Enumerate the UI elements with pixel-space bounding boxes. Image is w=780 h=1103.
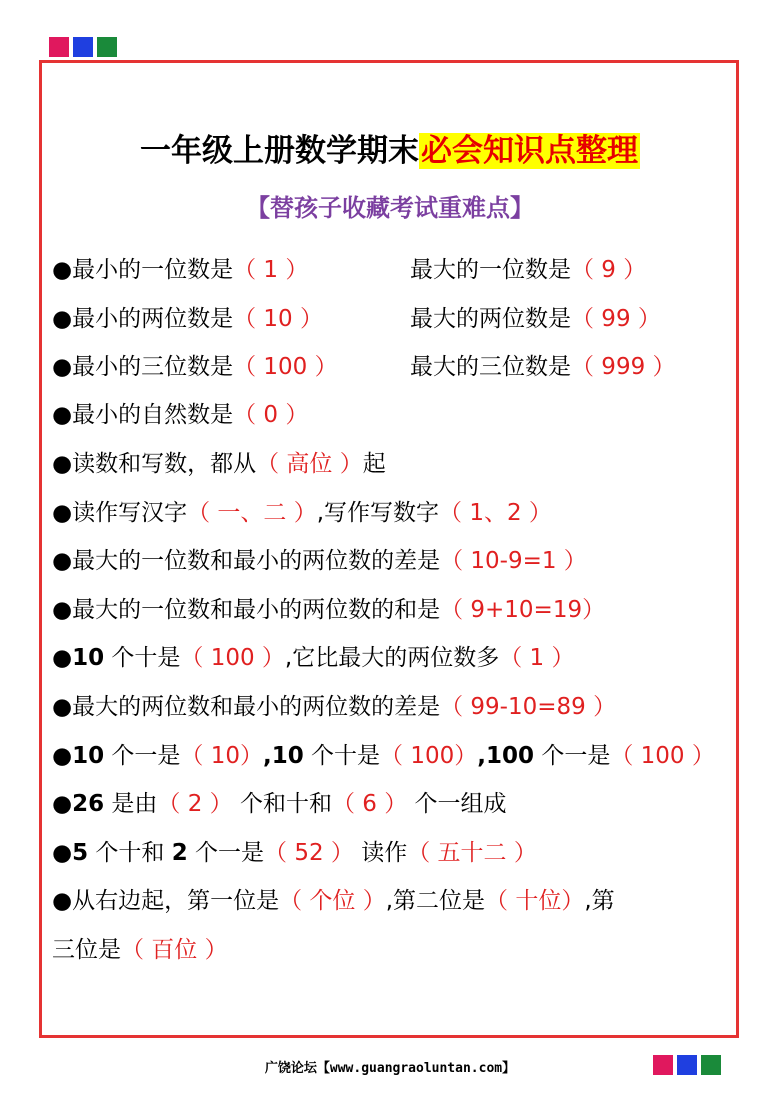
knowledge-line: ●从右边起，第一位是（ 个位 ）,第二位是（ 十位）,第: [52, 888, 615, 914]
knowledge-line: ●最小的自然数是（ 0 ）: [52, 402, 309, 428]
answer: （ 52 ）: [264, 840, 354, 866]
title-highlight: 必会知识点整理: [421, 133, 638, 169]
knowledge-line: ●最小的两位数是（ 10 ）: [52, 306, 323, 332]
decor-square-green-top: [97, 37, 117, 57]
title-main: 一年级上册数学期末: [140, 133, 419, 169]
answer: （ 99 ）: [571, 306, 661, 332]
answer: （ 五十二 ）: [407, 840, 537, 866]
answer: （ 10-9=1 ）: [440, 548, 587, 574]
answer: （ 10）: [180, 743, 263, 769]
decor-square-blue-top: [73, 37, 93, 57]
answer: （ 9 ）: [571, 257, 647, 283]
answer: （ 100 ）: [180, 645, 285, 671]
knowledge-line: ●最小的三位数是（ 100 ）: [52, 354, 338, 380]
answer: （ 1 ）: [499, 645, 575, 671]
answer: （ 100 ）: [610, 743, 715, 769]
answer: （ 1 ）: [233, 257, 309, 283]
decor-square-red-bottom: [653, 1055, 673, 1075]
knowledge-line: 三位是（ 百位 ）: [52, 937, 228, 963]
answer: （ 百位 ）: [121, 937, 228, 963]
knowledge-line: ●10 个十是（ 100 ）,它比最大的两位数多（ 1 ）: [52, 645, 575, 671]
decor-square-red-top: [49, 37, 69, 57]
knowledge-line: 最大的三位数是（ 999 ）: [410, 354, 676, 380]
answer: （ 999 ）: [571, 354, 676, 380]
answer: （ 9+10=19）: [440, 597, 606, 623]
answer: （ 十位）: [485, 888, 585, 914]
decor-square-blue-bottom: [677, 1055, 697, 1075]
knowledge-line: ●5 个十和 2 个一是（ 52 ） 读作（ 五十二 ）: [52, 840, 537, 866]
answer: （ 100）: [380, 743, 478, 769]
answer: （ 高位 ）: [256, 451, 363, 477]
answer: （ 一、二 ）: [187, 500, 317, 526]
answer: （ 个位 ）: [279, 888, 386, 914]
answer: （ 2 ）: [157, 791, 233, 817]
decor-square-green-bottom: [701, 1055, 721, 1075]
knowledge-line: ●最大的一位数和最小的两位数的差是（ 10-9=1 ）: [52, 548, 587, 574]
answer: （ 100 ）: [233, 354, 338, 380]
answer: （ 10 ）: [233, 306, 323, 332]
knowledge-line: ●读数和写数，都从（ 高位 ）起: [52, 451, 386, 477]
answer: （ 1、2 ）: [439, 500, 552, 526]
answer: （ 6 ）: [331, 791, 408, 817]
page-subtitle: 【替孩子收藏考试重难点】: [246, 194, 534, 222]
page-title: [0, 128, 780, 174]
footer-text: 广饶论坛【www.guangraoluntan.com】: [264, 1061, 516, 1076]
knowledge-line: ●最大的两位数和最小的两位数的差是（ 99-10=89 ）: [52, 694, 617, 720]
answer: （ 99-10=89 ）: [440, 694, 617, 720]
knowledge-line: ●最大的一位数和最小的两位数的和是（ 9+10=19）: [52, 597, 606, 623]
answer: （ 0 ）: [233, 402, 309, 428]
knowledge-line: 最大的两位数是（ 99 ）: [410, 306, 661, 332]
knowledge-line: 最大的一位数是（ 9 ）: [410, 257, 647, 283]
knowledge-line: ●最小的一位数是（ 1 ）: [52, 257, 309, 283]
knowledge-line: ●26 是由（ 2 ） 个和十和（ 6 ） 个一组成: [52, 791, 507, 817]
knowledge-line: ●读作写汉字（ 一、二 ）,写作写数字（ 1、2 ）: [52, 500, 552, 526]
knowledge-line: ●10 个一是（ 10）,10 个十是（ 100）,100 个一是（ 100 ）: [52, 743, 715, 769]
